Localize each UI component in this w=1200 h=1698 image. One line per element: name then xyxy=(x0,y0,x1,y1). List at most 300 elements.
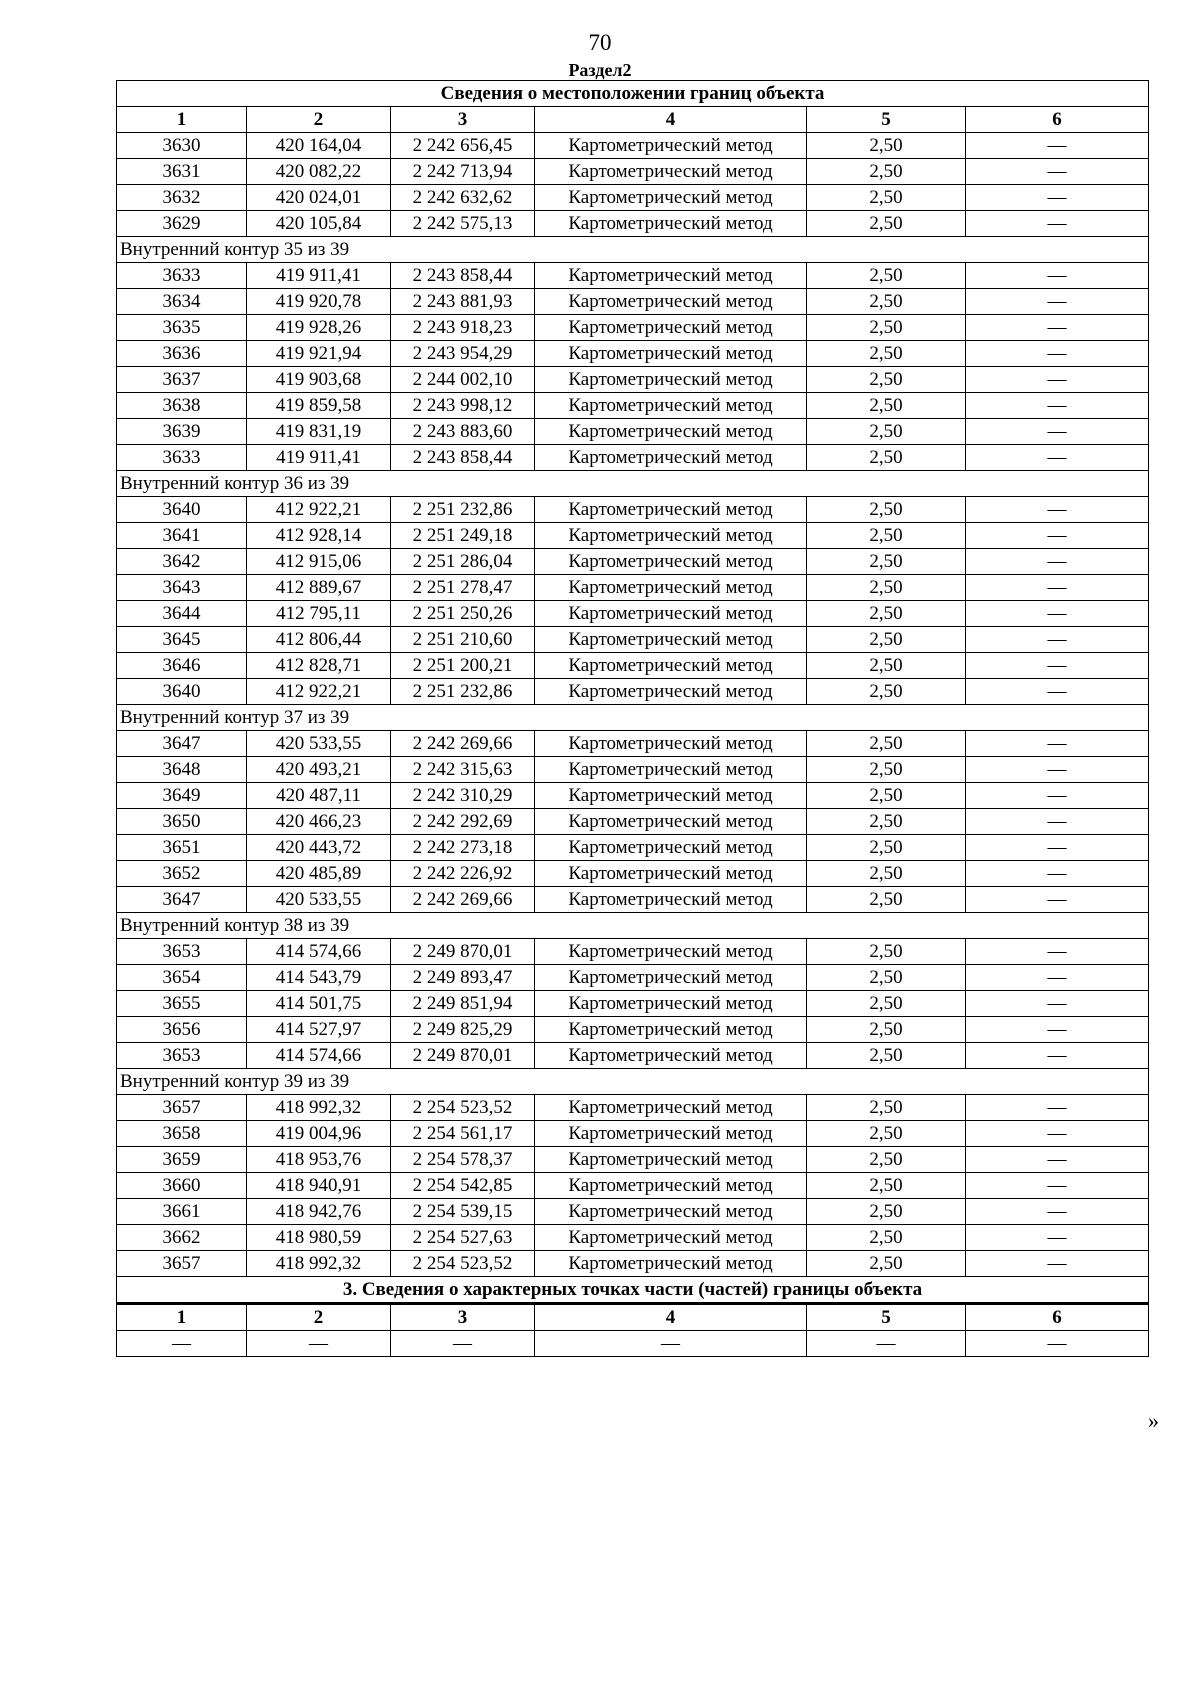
coord-y: 2 242 315,63 xyxy=(391,757,535,783)
coord-x: 420 533,55 xyxy=(247,731,391,757)
coord-x: 420 466,23 xyxy=(247,809,391,835)
precision-cell: 2,50 xyxy=(807,1199,966,1225)
coord-x: 419 921,94 xyxy=(247,341,391,367)
point-number: 3648 xyxy=(117,757,247,783)
method-cell: Картометрический метод xyxy=(535,1043,807,1069)
table-header-row xyxy=(117,107,1149,133)
section3-header-row xyxy=(117,1304,1149,1331)
table-row xyxy=(117,939,1149,965)
coord-y: 2 254 523,52 xyxy=(391,1095,535,1121)
precision-cell: 2,50 xyxy=(807,783,966,809)
description-cell: — xyxy=(966,263,1149,289)
coord-x: 412 795,11 xyxy=(247,601,391,627)
precision-cell: 2,50 xyxy=(807,991,966,1017)
precision-cell: 2,50 xyxy=(807,861,966,887)
description-cell: — xyxy=(966,133,1149,159)
table-row xyxy=(117,731,1149,757)
point-number: 3656 xyxy=(117,1017,247,1043)
point-number: 3636 xyxy=(117,341,247,367)
coord-y: 2 254 523,52 xyxy=(391,1251,535,1277)
precision-cell: 2,50 xyxy=(807,965,966,991)
column-header: 3 xyxy=(391,107,535,133)
method-cell: Картометрический метод xyxy=(535,1121,807,1147)
table-row xyxy=(117,445,1149,471)
coord-y: 2 243 954,29 xyxy=(391,341,535,367)
column-header: 2 xyxy=(247,107,391,133)
coord-y: 2 242 575,13 xyxy=(391,211,535,237)
table-row xyxy=(117,575,1149,601)
description-cell: — xyxy=(966,1173,1149,1199)
coord-y: 2 242 269,66 xyxy=(391,887,535,913)
coord-x: 414 574,66 xyxy=(247,1043,391,1069)
description-cell: — xyxy=(966,991,1149,1017)
method-cell: Картометрический метод xyxy=(535,133,807,159)
precision-cell: 2,50 xyxy=(807,497,966,523)
point-number: 3660 xyxy=(117,1173,247,1199)
point-number: 3640 xyxy=(117,497,247,523)
coord-y: 2 249 870,01 xyxy=(391,1043,535,1069)
coord-y: 2 251 250,26 xyxy=(391,601,535,627)
coord-x: 420 164,04 xyxy=(247,133,391,159)
method-cell: Картометрический метод xyxy=(535,575,807,601)
coord-x: 420 082,22 xyxy=(247,159,391,185)
precision-cell: 2,50 xyxy=(807,393,966,419)
coord-y: 2 251 286,04 xyxy=(391,549,535,575)
coord-x: 412 889,67 xyxy=(247,575,391,601)
description-cell: — xyxy=(966,1251,1149,1277)
method-cell: Картометрический метод xyxy=(535,185,807,211)
method-cell: Картометрический метод xyxy=(535,1225,807,1251)
coord-x: 418 953,76 xyxy=(247,1147,391,1173)
precision-cell: 2,50 xyxy=(807,263,966,289)
point-number: 3661 xyxy=(117,1199,247,1225)
coord-x: 419 004,96 xyxy=(247,1121,391,1147)
precision-cell: 2,50 xyxy=(807,549,966,575)
description-cell: — xyxy=(966,549,1149,575)
coord-y: 2 242 226,92 xyxy=(391,861,535,887)
description-cell: — xyxy=(966,861,1149,887)
column-header: 1 xyxy=(117,107,247,133)
coord-x: 418 980,59 xyxy=(247,1225,391,1251)
coord-y: 2 242 269,66 xyxy=(391,731,535,757)
table-row xyxy=(117,965,1149,991)
method-cell: Картометрический метод xyxy=(535,419,807,445)
boundary-table-body xyxy=(117,81,1149,1357)
point-number: 3637 xyxy=(117,367,247,393)
table-row xyxy=(117,757,1149,783)
precision-cell: 2,50 xyxy=(807,1095,966,1121)
point-number: 3646 xyxy=(117,653,247,679)
coord-y: 2 254 527,63 xyxy=(391,1225,535,1251)
description-cell: — xyxy=(966,1147,1149,1173)
method-cell: Картометрический метод xyxy=(535,1173,807,1199)
boundary-table xyxy=(116,80,1149,1357)
point-number: 3640 xyxy=(117,679,247,705)
description-cell: — xyxy=(966,731,1149,757)
contour-label: Внутренний контур 35 из 39 xyxy=(117,237,1149,263)
coord-x: 418 940,91 xyxy=(247,1173,391,1199)
description-cell: — xyxy=(966,289,1149,315)
method-cell: Картометрический метод xyxy=(535,367,807,393)
table-row xyxy=(117,679,1149,705)
coord-x: 419 911,41 xyxy=(247,445,391,471)
description-cell: — xyxy=(966,1043,1149,1069)
description-cell: — xyxy=(966,185,1149,211)
precision-cell: 2,50 xyxy=(807,211,966,237)
coord-y: 2 243 881,93 xyxy=(391,289,535,315)
column-header: 6 xyxy=(966,1304,1149,1331)
method-cell: Картометрический метод xyxy=(535,341,807,367)
empty-cell: — xyxy=(247,1331,391,1357)
precision-cell: 2,50 xyxy=(807,653,966,679)
empty-cell: — xyxy=(391,1331,535,1357)
coord-x: 414 501,75 xyxy=(247,991,391,1017)
precision-cell: 2,50 xyxy=(807,367,966,393)
contour-label-row xyxy=(117,705,1149,731)
section-label: Раздел2 xyxy=(568,60,632,80)
point-number: 3644 xyxy=(117,601,247,627)
precision-cell: 2,50 xyxy=(807,887,966,913)
coord-y: 2 251 249,18 xyxy=(391,523,535,549)
description-cell: — xyxy=(966,1199,1149,1225)
coord-y: 2 243 998,12 xyxy=(391,393,535,419)
method-cell: Картометрический метод xyxy=(535,653,807,679)
precision-cell: 2,50 xyxy=(807,939,966,965)
method-cell: Картометрический метод xyxy=(535,627,807,653)
coord-y: 2 249 825,29 xyxy=(391,1017,535,1043)
precision-cell: 2,50 xyxy=(807,133,966,159)
table-row xyxy=(117,159,1149,185)
description-cell: — xyxy=(966,887,1149,913)
point-number: 3649 xyxy=(117,783,247,809)
precision-cell: 2,50 xyxy=(807,1147,966,1173)
coord-x: 420 024,01 xyxy=(247,185,391,211)
point-number: 3652 xyxy=(117,861,247,887)
method-cell: Картометрический метод xyxy=(535,757,807,783)
point-number: 3658 xyxy=(117,1121,247,1147)
table-row xyxy=(117,341,1149,367)
point-number: 3642 xyxy=(117,549,247,575)
empty-cell: — xyxy=(966,1331,1149,1357)
coord-x: 419 903,68 xyxy=(247,367,391,393)
method-cell: Картометрический метод xyxy=(535,159,807,185)
table-row xyxy=(117,1199,1149,1225)
method-cell: Картометрический метод xyxy=(535,861,807,887)
method-cell: Картометрический метод xyxy=(535,315,807,341)
point-number: 3645 xyxy=(117,627,247,653)
method-cell: Картометрический метод xyxy=(535,965,807,991)
coord-y: 2 243 858,44 xyxy=(391,263,535,289)
coord-y: 2 254 561,17 xyxy=(391,1121,535,1147)
table-row xyxy=(117,289,1149,315)
coord-x: 412 922,21 xyxy=(247,679,391,705)
table-row xyxy=(117,1147,1149,1173)
coord-x: 419 911,41 xyxy=(247,263,391,289)
table-row xyxy=(117,809,1149,835)
method-cell: Картометрический метод xyxy=(535,211,807,237)
point-number: 3647 xyxy=(117,887,247,913)
table-row xyxy=(117,549,1149,575)
description-cell: — xyxy=(966,939,1149,965)
section3-empty-row xyxy=(117,1331,1149,1357)
point-number: 3662 xyxy=(117,1225,247,1251)
coord-y: 2 249 870,01 xyxy=(391,939,535,965)
table-row xyxy=(117,497,1149,523)
coord-y: 2 254 578,37 xyxy=(391,1147,535,1173)
method-cell: Картометрический метод xyxy=(535,1017,807,1043)
column-header: 5 xyxy=(807,107,966,133)
table-row xyxy=(117,315,1149,341)
coord-y: 2 242 273,18 xyxy=(391,835,535,861)
coord-x: 414 543,79 xyxy=(247,965,391,991)
point-number: 3634 xyxy=(117,289,247,315)
coord-x: 418 992,32 xyxy=(247,1095,391,1121)
method-cell: Картометрический метод xyxy=(535,263,807,289)
table-row xyxy=(117,783,1149,809)
precision-cell: 2,50 xyxy=(807,809,966,835)
coord-x: 414 574,66 xyxy=(247,939,391,965)
method-cell: Картометрический метод xyxy=(535,1251,807,1277)
precision-cell: 2,50 xyxy=(807,1017,966,1043)
table-row xyxy=(117,601,1149,627)
table-row xyxy=(117,887,1149,913)
point-number: 3647 xyxy=(117,731,247,757)
section3-title: 3. Сведения о характерных точках части (частей) границы объекта xyxy=(117,1277,1149,1304)
coord-y: 2 243 858,44 xyxy=(391,445,535,471)
method-cell: Картометрический метод xyxy=(535,1199,807,1225)
method-cell: Картометрический метод xyxy=(535,679,807,705)
coord-y: 2 242 713,94 xyxy=(391,159,535,185)
precision-cell: 2,50 xyxy=(807,757,966,783)
method-cell: Картометрический метод xyxy=(535,835,807,861)
table-row xyxy=(117,523,1149,549)
point-number: 3657 xyxy=(117,1095,247,1121)
point-number: 3654 xyxy=(117,965,247,991)
method-cell: Картометрический метод xyxy=(535,393,807,419)
table-row xyxy=(117,419,1149,445)
coord-y: 2 249 851,94 xyxy=(391,991,535,1017)
point-number: 3638 xyxy=(117,393,247,419)
closing-quote: » xyxy=(1148,1408,1159,1433)
description-cell: — xyxy=(966,783,1149,809)
point-number: 3653 xyxy=(117,939,247,965)
point-number: 3629 xyxy=(117,211,247,237)
point-number: 3631 xyxy=(117,159,247,185)
coord-y: 2 251 210,60 xyxy=(391,627,535,653)
contour-label-row xyxy=(117,237,1149,263)
description-cell: — xyxy=(966,1225,1149,1251)
table-row xyxy=(117,1017,1149,1043)
description-cell: — xyxy=(966,601,1149,627)
coord-x: 420 443,72 xyxy=(247,835,391,861)
table-row xyxy=(117,627,1149,653)
precision-cell: 2,50 xyxy=(807,419,966,445)
column-header: 5 xyxy=(807,1304,966,1331)
coord-y: 2 242 292,69 xyxy=(391,809,535,835)
column-header: 4 xyxy=(535,1304,807,1331)
contour-label-row xyxy=(117,471,1149,497)
description-cell: — xyxy=(966,159,1149,185)
coord-y: 2 244 002,10 xyxy=(391,367,535,393)
description-cell: — xyxy=(966,1017,1149,1043)
coord-x: 419 831,19 xyxy=(247,419,391,445)
contour-label: Внутренний контур 39 из 39 xyxy=(117,1069,1149,1095)
coord-y: 2 254 542,85 xyxy=(391,1173,535,1199)
method-cell: Картометрический метод xyxy=(535,497,807,523)
method-cell: Картометрический метод xyxy=(535,731,807,757)
coord-x: 420 485,89 xyxy=(247,861,391,887)
precision-cell: 2,50 xyxy=(807,341,966,367)
table-row xyxy=(117,861,1149,887)
coord-x: 412 806,44 xyxy=(247,627,391,653)
coord-y: 2 243 883,60 xyxy=(391,419,535,445)
description-cell: — xyxy=(966,679,1149,705)
method-cell: Картометрический метод xyxy=(535,939,807,965)
method-cell: Картометрический метод xyxy=(535,809,807,835)
contour-label: Внутренний контур 38 из 39 xyxy=(117,913,1149,939)
coord-y: 2 242 310,29 xyxy=(391,783,535,809)
column-header: 4 xyxy=(535,107,807,133)
point-number: 3630 xyxy=(117,133,247,159)
coord-y: 2 242 656,45 xyxy=(391,133,535,159)
table-title: Сведения о местоположении границ объекта xyxy=(117,81,1149,107)
description-cell: — xyxy=(966,627,1149,653)
description-cell: — xyxy=(966,575,1149,601)
table-row xyxy=(117,263,1149,289)
method-cell: Картометрический метод xyxy=(535,783,807,809)
empty-cell: — xyxy=(535,1331,807,1357)
coord-y: 2 243 918,23 xyxy=(391,315,535,341)
table-row xyxy=(117,1173,1149,1199)
point-number: 3651 xyxy=(117,835,247,861)
point-number: 3632 xyxy=(117,185,247,211)
description-cell: — xyxy=(966,315,1149,341)
table-row xyxy=(117,1095,1149,1121)
description-cell: — xyxy=(966,419,1149,445)
precision-cell: 2,50 xyxy=(807,185,966,211)
precision-cell: 2,50 xyxy=(807,1121,966,1147)
contour-label-row xyxy=(117,1069,1149,1095)
precision-cell: 2,50 xyxy=(807,1043,966,1069)
description-cell: — xyxy=(966,393,1149,419)
coord-x: 419 859,58 xyxy=(247,393,391,419)
table-row xyxy=(117,835,1149,861)
contour-label: Внутренний контур 36 из 39 xyxy=(117,471,1149,497)
description-cell: — xyxy=(966,341,1149,367)
point-number: 3633 xyxy=(117,445,247,471)
table-row xyxy=(117,211,1149,237)
table-row xyxy=(117,393,1149,419)
method-cell: Картометрический метод xyxy=(535,1095,807,1121)
coord-y: 2 254 539,15 xyxy=(391,1199,535,1225)
coord-y: 2 251 232,86 xyxy=(391,679,535,705)
precision-cell: 2,50 xyxy=(807,679,966,705)
description-cell: — xyxy=(966,809,1149,835)
method-cell: Картометрический метод xyxy=(535,445,807,471)
precision-cell: 2,50 xyxy=(807,523,966,549)
point-number: 3633 xyxy=(117,263,247,289)
section3-title-row xyxy=(117,1277,1149,1304)
precision-cell: 2,50 xyxy=(807,1225,966,1251)
table-row xyxy=(117,133,1149,159)
description-cell: — xyxy=(966,757,1149,783)
coord-y: 2 242 632,62 xyxy=(391,185,535,211)
contour-label: Внутренний контур 37 из 39 xyxy=(117,705,1149,731)
description-cell: — xyxy=(966,965,1149,991)
precision-cell: 2,50 xyxy=(807,601,966,627)
description-cell: — xyxy=(966,835,1149,861)
coord-y: 2 251 278,47 xyxy=(391,575,535,601)
coord-x: 412 915,06 xyxy=(247,549,391,575)
column-header: 2 xyxy=(247,1304,391,1331)
table-row xyxy=(117,367,1149,393)
coord-x: 420 487,11 xyxy=(247,783,391,809)
description-cell: — xyxy=(966,367,1149,393)
point-number: 3635 xyxy=(117,315,247,341)
point-number: 3659 xyxy=(117,1147,247,1173)
description-cell: — xyxy=(966,1095,1149,1121)
page-number: 70 xyxy=(588,30,612,55)
coord-x: 420 105,84 xyxy=(247,211,391,237)
table-row xyxy=(117,185,1149,211)
description-cell: — xyxy=(966,523,1149,549)
column-header: 3 xyxy=(391,1304,535,1331)
precision-cell: 2,50 xyxy=(807,159,966,185)
method-cell: Картометрический метод xyxy=(535,991,807,1017)
coord-x: 412 828,71 xyxy=(247,653,391,679)
point-number: 3641 xyxy=(117,523,247,549)
table-title-row xyxy=(117,81,1149,107)
point-number: 3650 xyxy=(117,809,247,835)
point-number: 3639 xyxy=(117,419,247,445)
table-row xyxy=(117,1251,1149,1277)
coord-x: 412 928,14 xyxy=(247,523,391,549)
coord-x: 418 942,76 xyxy=(247,1199,391,1225)
method-cell: Картометрический метод xyxy=(535,549,807,575)
method-cell: Картометрический метод xyxy=(535,289,807,315)
precision-cell: 2,50 xyxy=(807,731,966,757)
table-row xyxy=(117,991,1149,1017)
point-number: 3655 xyxy=(117,991,247,1017)
precision-cell: 2,50 xyxy=(807,289,966,315)
description-cell: — xyxy=(966,497,1149,523)
empty-cell: — xyxy=(807,1331,966,1357)
coord-y: 2 251 232,86 xyxy=(391,497,535,523)
description-cell: — xyxy=(966,1121,1149,1147)
table-row xyxy=(117,1121,1149,1147)
precision-cell: 2,50 xyxy=(807,575,966,601)
precision-cell: 2,50 xyxy=(807,627,966,653)
table-row xyxy=(117,653,1149,679)
coord-x: 419 920,78 xyxy=(247,289,391,315)
coord-x: 420 533,55 xyxy=(247,887,391,913)
point-number: 3653 xyxy=(117,1043,247,1069)
column-header: 6 xyxy=(966,107,1149,133)
precision-cell: 2,50 xyxy=(807,445,966,471)
point-number: 3657 xyxy=(117,1251,247,1277)
coord-x: 412 922,21 xyxy=(247,497,391,523)
coord-x: 420 493,21 xyxy=(247,757,391,783)
coord-x: 414 527,97 xyxy=(247,1017,391,1043)
empty-cell: — xyxy=(117,1331,247,1357)
coord-y: 2 249 893,47 xyxy=(391,965,535,991)
coord-x: 418 992,32 xyxy=(247,1251,391,1277)
coord-x: 419 928,26 xyxy=(247,315,391,341)
coord-y: 2 251 200,21 xyxy=(391,653,535,679)
description-cell: — xyxy=(966,445,1149,471)
description-cell: — xyxy=(966,653,1149,679)
point-number: 3643 xyxy=(117,575,247,601)
